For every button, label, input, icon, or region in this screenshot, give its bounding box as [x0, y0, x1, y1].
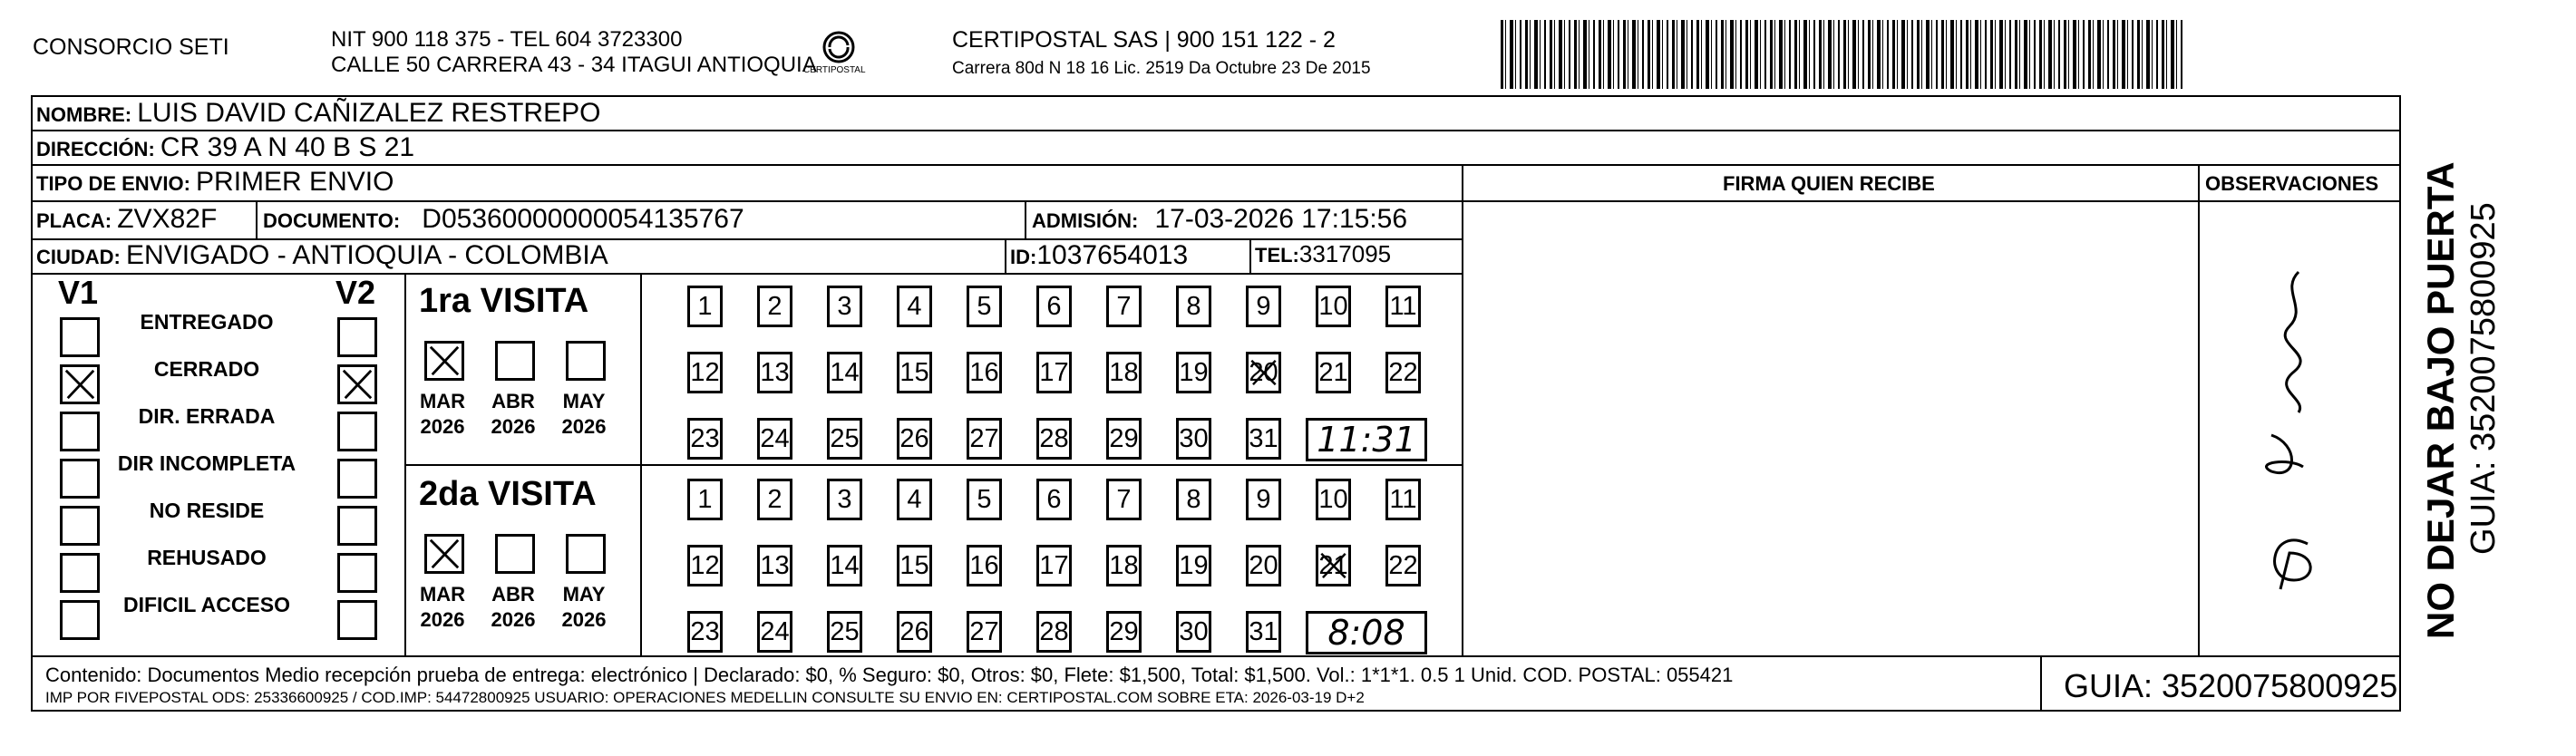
day-number: 10 [1318, 292, 1348, 321]
day-number: 19 [1179, 551, 1209, 580]
v2-checkbox[interactable] [337, 459, 377, 499]
col-divider [256, 200, 258, 238]
v2-checkbox[interactable] [337, 600, 377, 640]
day-number: 12 [690, 358, 720, 387]
day-box[interactable] [1385, 545, 1421, 586]
day-number: 4 [907, 485, 922, 514]
day-box[interactable] [967, 545, 1002, 586]
frame-bottom [31, 710, 2401, 712]
v2-checkbox[interactable] [337, 364, 377, 404]
day-number: 15 [899, 551, 929, 580]
col-divider [1005, 238, 1006, 273]
day-box[interactable] [1176, 545, 1211, 586]
day-number: 16 [969, 551, 999, 580]
day-number: 7 [1116, 485, 1132, 514]
logo-text: CERTIPOSTAL [803, 65, 866, 75]
status-label: NO RESIDE [149, 499, 265, 522]
day-box[interactable] [687, 545, 723, 586]
day-box[interactable] [1385, 352, 1421, 393]
documento-label: DOCUMENTO: [263, 209, 401, 232]
row-divider [31, 130, 2401, 131]
day-number: 5 [977, 485, 992, 514]
day-number: 28 [1039, 617, 1069, 646]
v2-label: V2 [335, 274, 376, 311]
day-box[interactable] [1246, 611, 1281, 653]
day-box[interactable] [967, 611, 1002, 653]
col-divider [1462, 164, 1463, 655]
day-number: 13 [760, 551, 790, 580]
v1-checkbox[interactable] [60, 364, 100, 404]
day-number: 11 [1389, 292, 1417, 321]
row-divider [31, 164, 2401, 166]
day-number: 16 [969, 358, 999, 387]
day-box[interactable] [967, 352, 1002, 393]
day-number: 7 [1116, 292, 1132, 321]
day-box[interactable] [897, 611, 932, 653]
day-box[interactable] [687, 418, 723, 460]
v2-checkbox[interactable] [337, 506, 377, 546]
day-number: 23 [690, 617, 720, 646]
v2-checkbox[interactable] [337, 553, 377, 593]
col-divider [2198, 164, 2200, 655]
status-label: DIFICIL ACCESO [122, 593, 290, 616]
v1-checkbox[interactable] [60, 600, 100, 640]
placa-value: ZVX82F [117, 204, 218, 234]
barcode [1501, 20, 2185, 89]
row-divider [1462, 200, 2399, 202]
id-label: ID: [1010, 246, 1037, 268]
v1-checkbox[interactable] [60, 317, 100, 357]
day-box[interactable] [967, 479, 1002, 520]
day-box[interactable] [1176, 611, 1211, 653]
nit-line: NIT 900 118 375 - TEL 604 3723300 [331, 27, 683, 52]
month-checkbox[interactable] [566, 534, 606, 574]
day-box[interactable] [1036, 545, 1072, 586]
tipo-label: TIPO DE ENVIO: [36, 172, 190, 195]
day-number: 20 [1249, 358, 1278, 387]
nombre-value: LUIS DAVID CAÑIZALEZ RESTREPO [137, 98, 601, 128]
day-number: 4 [907, 292, 922, 321]
nombre-label: NOMBRE: [36, 103, 132, 126]
day-number: 3 [837, 485, 852, 514]
v1-checkbox[interactable] [60, 553, 100, 593]
day-number: 30 [1179, 424, 1209, 453]
day-number: 18 [1109, 551, 1139, 580]
month-name: ABR [491, 583, 535, 606]
v2-checkbox[interactable] [337, 317, 377, 357]
status-label: ENTREGADO [140, 310, 274, 334]
status-label: DIR INCOMPLETA [117, 451, 296, 475]
ciudad-row [36, 240, 608, 271]
visit-title: 2da VISITA [419, 475, 597, 513]
day-number: 1 [697, 292, 713, 321]
month-year: 2026 [561, 415, 607, 438]
month-checkbox[interactable] [495, 534, 535, 574]
day-number: 29 [1109, 424, 1139, 453]
month-label [415, 582, 470, 633]
day-box[interactable] [1385, 479, 1421, 520]
day-box[interactable] [1316, 479, 1351, 520]
day-number: 11 [1389, 485, 1417, 514]
day-box[interactable] [757, 545, 792, 586]
day-number: 26 [899, 617, 929, 646]
col-divider [1249, 238, 1251, 273]
day-number: 10 [1318, 485, 1348, 514]
footer-guia: GUIA: 3520075800925 [2064, 667, 2398, 704]
day-box[interactable] [1106, 418, 1142, 460]
day-box[interactable] [1036, 418, 1072, 460]
day-box[interactable] [1036, 611, 1072, 653]
v1-checkbox[interactable] [60, 459, 100, 499]
day-box[interactable] [1316, 352, 1351, 393]
day-number: 1 [697, 485, 713, 514]
frame-left [31, 95, 33, 712]
day-box[interactable] [1176, 286, 1211, 327]
v1-checkbox[interactable] [60, 412, 100, 451]
day-box[interactable] [687, 352, 723, 393]
day-box[interactable] [827, 286, 862, 327]
day-box[interactable] [1106, 479, 1142, 520]
v2-checkbox[interactable] [337, 412, 377, 451]
direccion-label: DIRECCIÓN: [36, 138, 155, 160]
row-divider [31, 273, 1463, 275]
month-name: MAY [562, 390, 606, 412]
firma-label: FIRMA QUIEN RECIBE [1723, 172, 1935, 195]
month-label [415, 389, 470, 440]
day-box[interactable] [1036, 352, 1072, 393]
day-number: 31 [1249, 617, 1278, 646]
day-box[interactable] [897, 545, 932, 586]
month-name: MAR [419, 583, 466, 606]
admision-value: 17-03-2026 17:15:56 [1154, 204, 1408, 234]
frame-right [2399, 95, 2401, 712]
placa-label: PLACA: [36, 209, 112, 232]
day-box[interactable] [827, 352, 862, 393]
admision-row [1032, 204, 1407, 235]
visit-time: 8:08 [1306, 611, 1427, 654]
month-label [486, 389, 540, 440]
day-number: 9 [1256, 485, 1271, 514]
day-box[interactable] [1316, 545, 1351, 586]
day-number: 14 [830, 551, 860, 580]
day-box[interactable] [967, 286, 1002, 327]
admision-label: ADMISIÓN: [1032, 209, 1139, 232]
day-number: 23 [690, 424, 720, 453]
id-row [1010, 240, 1188, 271]
day-box[interactable] [1036, 479, 1072, 520]
month-year: 2026 [491, 415, 536, 438]
nombre-row [36, 98, 600, 129]
month-checkbox[interactable] [566, 341, 606, 381]
day-number: 17 [1039, 551, 1069, 580]
day-box[interactable] [827, 545, 862, 586]
status-label: REHUSADO [147, 546, 267, 569]
day-number: 8 [1186, 485, 1201, 514]
day-box[interactable] [687, 611, 723, 653]
license-line: Carrera 80d N 18 16 Lic. 2519 Da Octubre 23 De 2015 [952, 59, 1371, 78]
col-divider [2040, 655, 2042, 712]
v1-label: V1 [58, 274, 99, 311]
day-number: 9 [1256, 292, 1271, 321]
day-number: 6 [1046, 485, 1062, 514]
day-box[interactable] [1106, 611, 1142, 653]
day-box[interactable] [1246, 545, 1281, 586]
status-label: CERRADO [153, 357, 260, 381]
carrier-line: CERTIPOSTAL SAS | 900 151 122 - 2 [952, 27, 1336, 53]
day-number: 15 [899, 358, 929, 387]
side-warning: NO DEJAR BAJO PUERTA [2419, 161, 2462, 639]
day-box[interactable] [757, 479, 792, 520]
day-number: 12 [690, 551, 720, 580]
day-box[interactable] [687, 286, 723, 327]
frame-top [31, 95, 2401, 97]
day-number: 21 [1318, 551, 1348, 580]
handwritten-signature [2217, 254, 2353, 616]
month-year: 2026 [561, 608, 607, 631]
day-box[interactable] [897, 352, 932, 393]
id-value: 1037654013 [1036, 240, 1189, 270]
month-checkbox[interactable] [495, 341, 535, 381]
day-number: 21 [1318, 358, 1348, 387]
observaciones-label: OBSERVACIONES [2205, 172, 2379, 195]
day-number: 6 [1046, 292, 1062, 321]
day-box[interactable] [1176, 418, 1211, 460]
day-number: 27 [969, 617, 999, 646]
day-box[interactable] [967, 418, 1002, 460]
day-box[interactable] [757, 611, 792, 653]
day-number: 29 [1109, 617, 1139, 646]
documento-value: D05360000000054135767 [422, 204, 744, 234]
day-box[interactable] [1246, 418, 1281, 460]
tel-label: TEL: [1255, 244, 1299, 267]
day-box[interactable] [1246, 286, 1281, 327]
row-divider [31, 200, 1463, 202]
day-number: 28 [1039, 424, 1069, 453]
day-number: 17 [1039, 358, 1069, 387]
day-box[interactable] [897, 479, 932, 520]
direccion-row [36, 132, 414, 163]
day-number: 2 [767, 485, 783, 514]
day-number: 19 [1179, 358, 1209, 387]
day-box[interactable] [1106, 545, 1142, 586]
month-label [557, 582, 611, 633]
company-name: CONSORCIO SETI [33, 34, 229, 60]
month-checkbox[interactable] [424, 534, 464, 574]
day-box[interactable] [757, 286, 792, 327]
side-guia: GUIA: 3520075800925 [2464, 202, 2503, 555]
v1-checkbox[interactable] [60, 506, 100, 546]
placa-row [36, 204, 217, 235]
col-divider [1025, 200, 1026, 238]
status-label: DIR. ERRADA [138, 404, 276, 428]
day-number: 2 [767, 292, 783, 321]
day-box[interactable] [1176, 352, 1211, 393]
month-name: ABR [491, 390, 535, 412]
day-number: 3 [837, 292, 852, 321]
row-divider [31, 655, 2401, 657]
day-box[interactable] [827, 418, 862, 460]
day-number: 25 [830, 617, 860, 646]
day-box[interactable] [1106, 352, 1142, 393]
month-year: 2026 [420, 608, 465, 631]
month-label [486, 582, 540, 633]
day-box[interactable] [687, 479, 723, 520]
day-number: 22 [1388, 551, 1418, 580]
day-box[interactable] [1106, 286, 1142, 327]
day-box[interactable] [897, 286, 932, 327]
day-box[interactable] [1316, 286, 1351, 327]
ciudad-value: ENVIGADO - ANTIOQUIA - COLOMBIA [126, 240, 608, 270]
month-label [557, 389, 611, 440]
day-number: 24 [760, 424, 790, 453]
visit-title: 1ra VISITA [419, 282, 589, 320]
day-box[interactable] [1036, 286, 1072, 327]
day-number: 5 [977, 292, 992, 321]
ciudad-label: CIUDAD: [36, 246, 121, 268]
day-number: 31 [1249, 424, 1278, 453]
day-box[interactable] [757, 352, 792, 393]
month-year: 2026 [491, 608, 536, 631]
visit-time: 11:31 [1306, 418, 1427, 461]
tel-value: 3317095 [1298, 240, 1392, 267]
day-box[interactable] [1385, 286, 1421, 327]
day-box[interactable] [1246, 352, 1281, 393]
day-box[interactable] [757, 418, 792, 460]
tipo-row [36, 167, 394, 198]
day-number: 20 [1249, 551, 1278, 580]
day-number: 22 [1388, 358, 1418, 387]
visit-divider [404, 464, 1462, 466]
day-number: 26 [899, 424, 929, 453]
day-number: 13 [760, 358, 790, 387]
footer-imp: IMP POR FIVEPOSTAL ODS: 25336600925 / COD.IMP: 54472800925 USUARIO: OPERACIONES MEDELLIN CONSULTE SU ENVIO EN: CERTIPOSTAL.COM SOBRE ETA: 2026-03-19 D+2 [45, 689, 1365, 706]
month-name: MAY [562, 583, 606, 606]
day-number: 14 [830, 358, 860, 387]
month-checkbox[interactable] [424, 341, 464, 381]
certipostal-logo [803, 27, 870, 82]
tel-row [1255, 240, 1391, 268]
documento-row [263, 204, 744, 235]
day-number: 18 [1109, 358, 1139, 387]
day-box[interactable] [897, 418, 932, 460]
day-box[interactable] [827, 479, 862, 520]
month-year: 2026 [420, 415, 465, 438]
day-number: 25 [830, 424, 860, 453]
day-number: 24 [760, 617, 790, 646]
day-number: 8 [1186, 292, 1201, 321]
direccion-value: CR 39 A N 40 B S 21 [160, 132, 415, 162]
day-box[interactable] [1176, 479, 1211, 520]
day-number: 27 [969, 424, 999, 453]
day-box[interactable] [827, 611, 862, 653]
month-name: MAR [419, 390, 466, 412]
day-box[interactable] [1246, 479, 1281, 520]
address-line: CALLE 50 CARRERA 43 - 34 ITAGUI ANTIOQUIA [331, 53, 817, 77]
day-number: 30 [1179, 617, 1209, 646]
tipo-value: PRIMER ENVIO [196, 167, 394, 197]
footer-content: Contenido: Documentos Medio recepción prueba de entrega: electrónico | Declarado: $0, % Seguro: $0, Otros: $0, Flete: $1,500, Total: $1,500. Vol.: 1*1*1. 0.5 1 Unid. COD. POSTAL: 055421 [45, 664, 1734, 686]
